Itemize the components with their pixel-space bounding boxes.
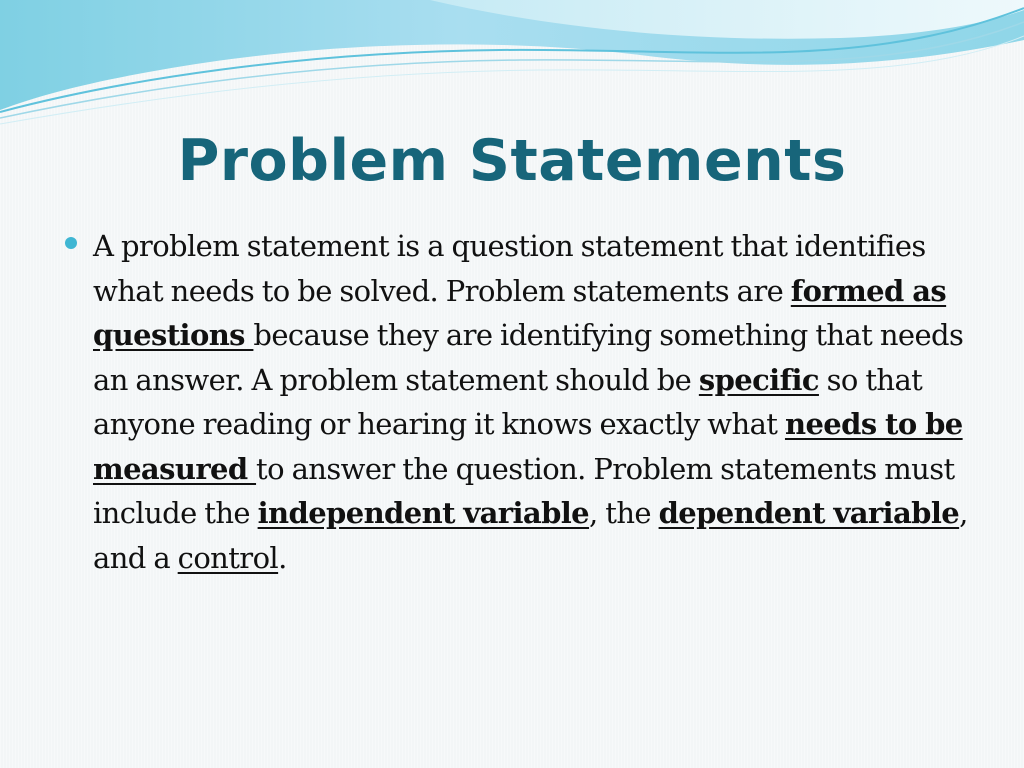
- text-segment: .: [278, 540, 287, 575]
- header-wave-decoration: [0, 0, 1024, 130]
- text-segment: so that anyone reading or hearing it knows exactly what: [93, 362, 923, 441]
- text-segment: , and a: [93, 496, 968, 575]
- text-segment: to answer the question. Problem statements must include the: [93, 451, 955, 530]
- emphasis-specific: specific: [698, 362, 819, 397]
- text-segment: , the: [589, 496, 659, 530]
- bullet-text: [93, 224, 968, 580]
- slide-body: [58, 224, 968, 580]
- emphasis-control: control: [177, 540, 279, 575]
- text-segment: A problem statement is a question statement that identifies what needs to be solved. Problem statements are: [93, 229, 926, 308]
- bullet-item: [58, 224, 968, 580]
- emphasis-independent-variable: independent variable: [257, 496, 590, 530]
- emphasis-dependent-variable: dependent variable: [658, 496, 960, 530]
- emphasis-formed-as-questions: formed as questions: [93, 273, 947, 352]
- slide-title: Problem Statements: [177, 128, 847, 194]
- emphasis-needs-to-be-measured: needs to be measured: [93, 407, 963, 486]
- bullet-dot-icon: [65, 237, 77, 249]
- text-segment: because they are identifying something that needs an answer. A problem statement should be: [93, 318, 964, 397]
